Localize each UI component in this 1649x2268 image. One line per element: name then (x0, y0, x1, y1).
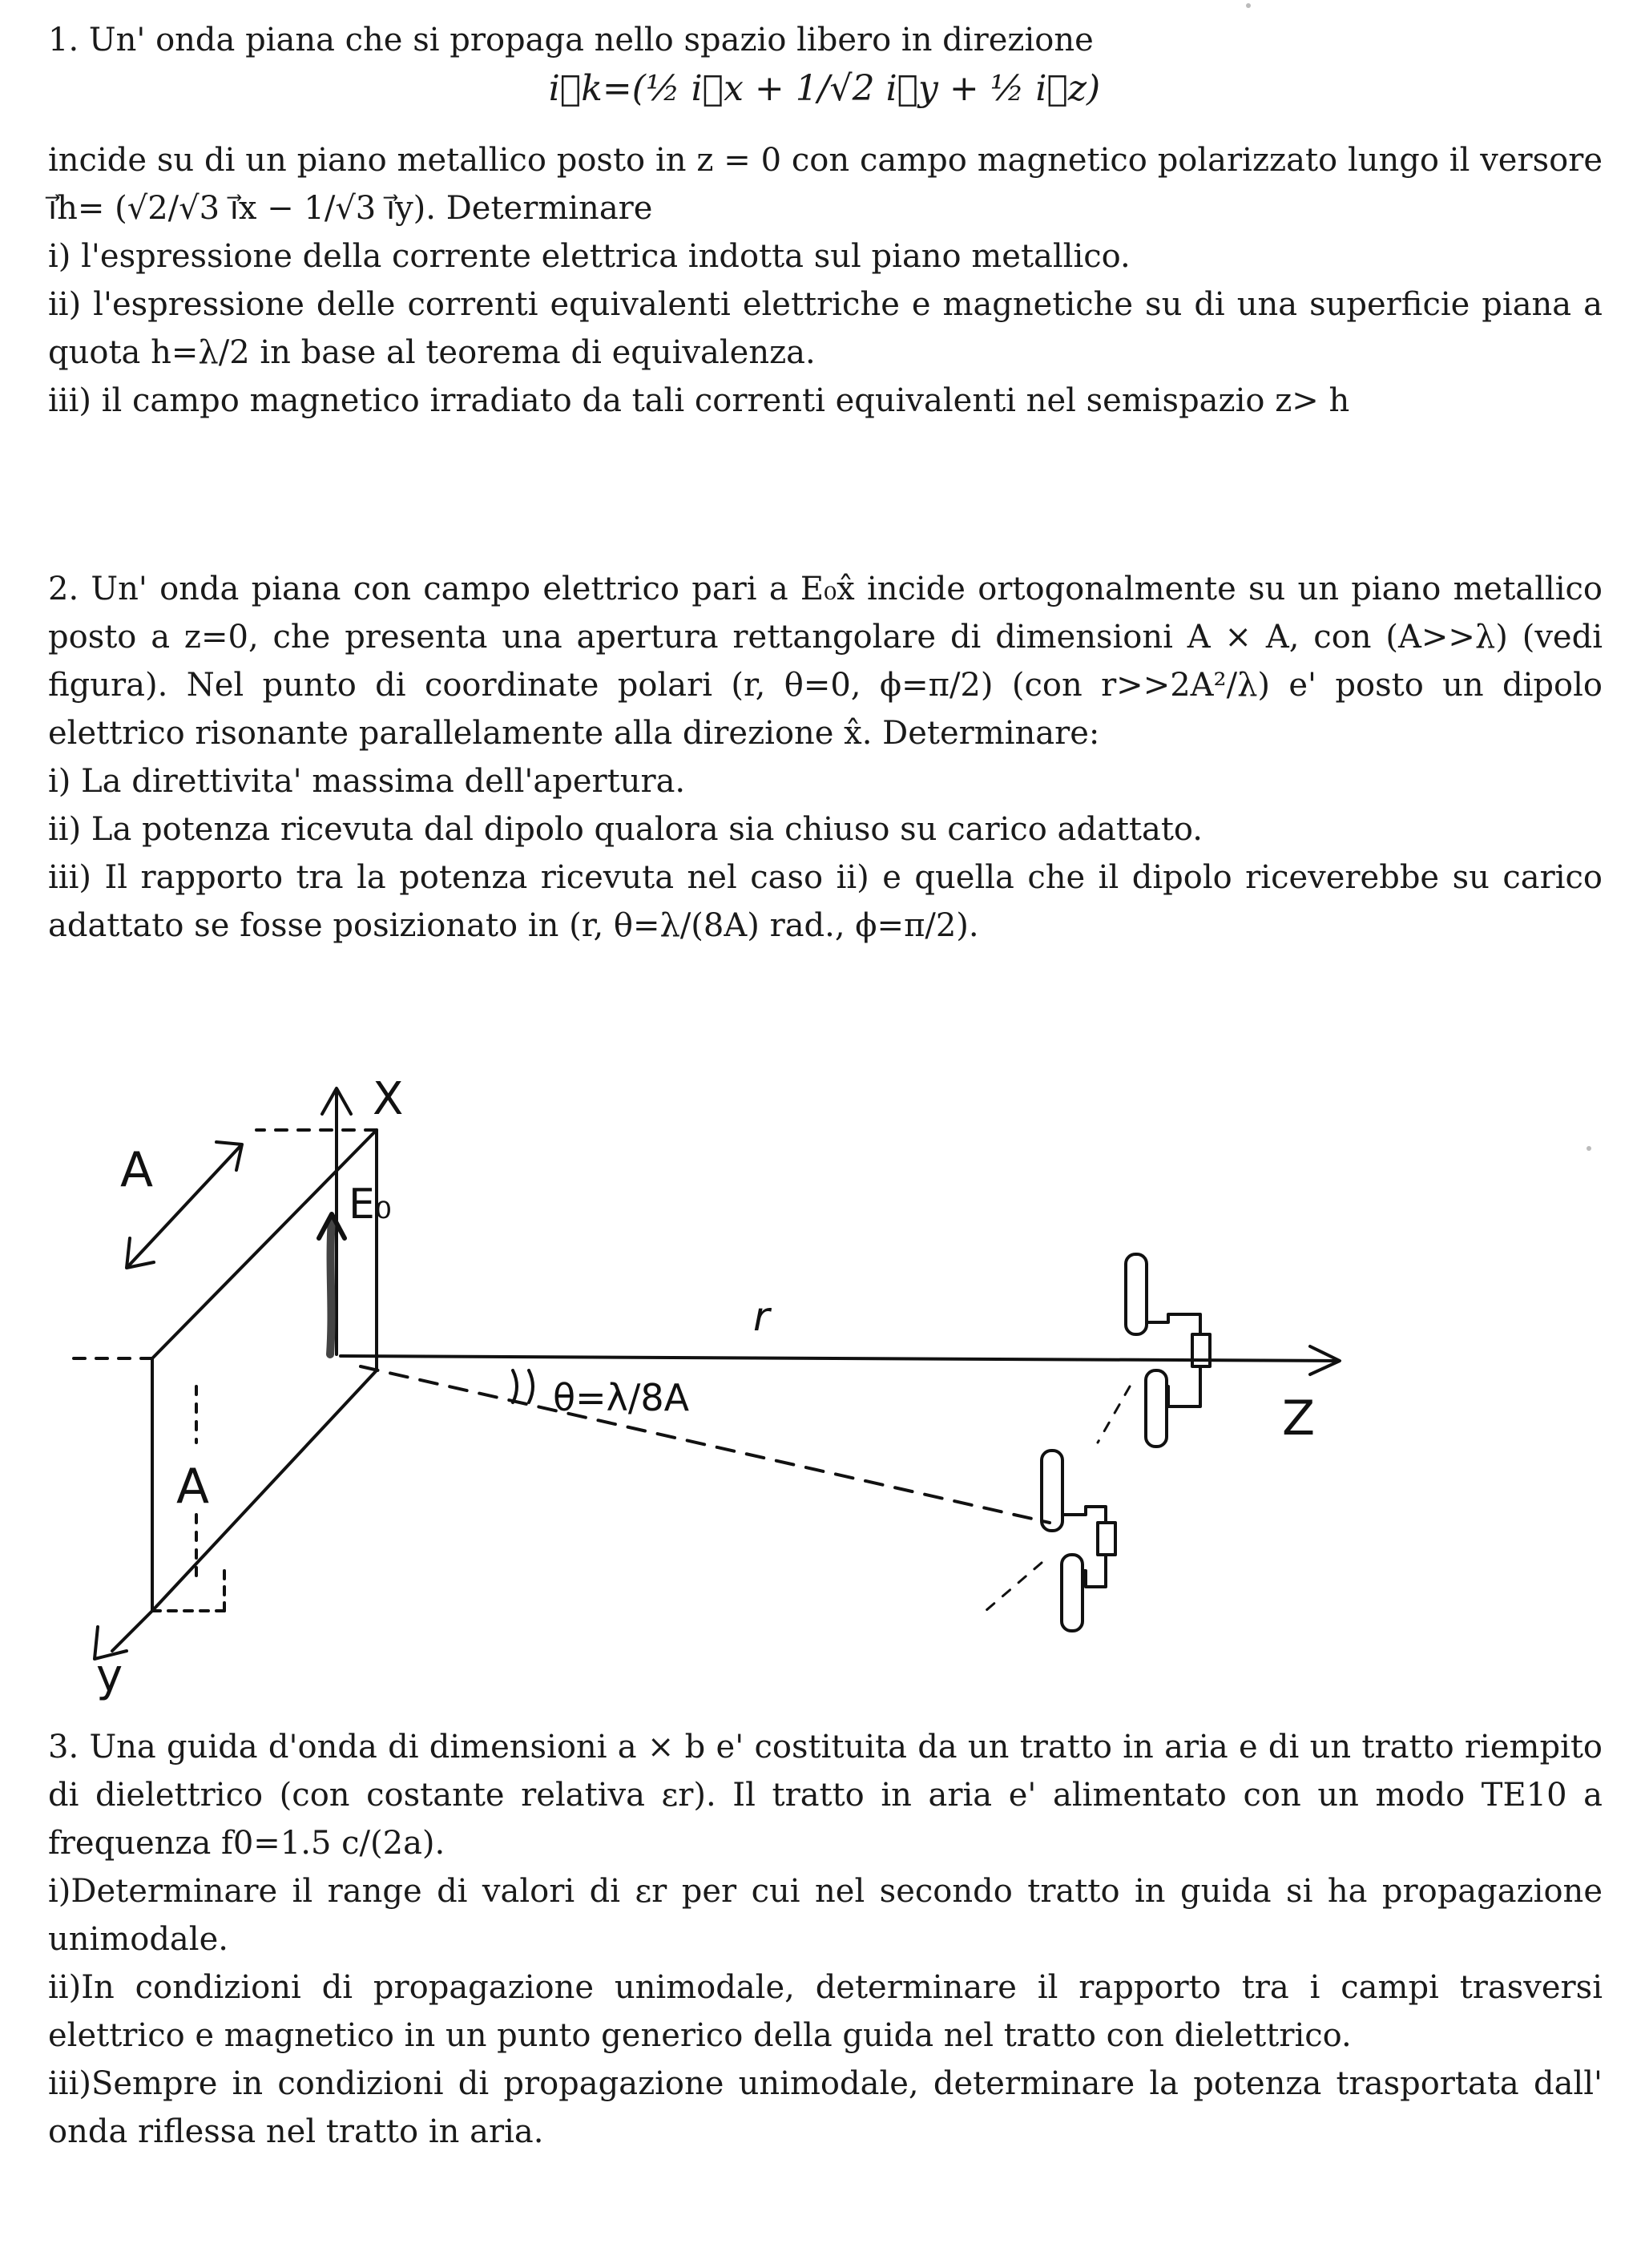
problem-1-item-iii: iii) il campo magnetico irradiato da tali correnti equivalenti nel semispazio z> h (48, 382, 1350, 419)
problem-2 (48, 565, 1603, 950)
problem-2-statement: 2. Un' onda piana con campo elettrico pari a E₀x̂ incide ortogonalmente su un piano metallico posto a z=0, che presenta una apertura rettangolare di dimensioni A × A, con (A>>λ) (vedi figura). Nel punto di coordinate polari (r, θ=0, ϕ=π/2) (con r>>2A²/λ) e' posto un dipolo elettrico risonante parallelamente alla direzione x̂. Determinare: (48, 571, 1603, 752)
problem-3 (48, 1723, 1603, 2156)
theta-angle-arc-1 (513, 1370, 517, 1402)
dimension-a-top-label: A (120, 1142, 154, 1198)
dipole-on-axis (1098, 1254, 1210, 1447)
z-axis-label: Z (1282, 1390, 1316, 1447)
plate-top-edge (152, 1130, 377, 1358)
problem-3-item-ii: ii)In condizioni di propagazione unimodale, determinare il rapporto tra i campi trasversi elettrico e magnetico in un punto generico della guida nel tratto con dielettrico. (48, 1969, 1603, 2054)
problem-3-item-iii: iii)Sempre in condizioni di propagazione unimodale, determinare la potenza trasportata dall' onda riflessa nel tratto in aria. (48, 2065, 1603, 2150)
x-axis-label: X (373, 1073, 404, 1125)
distance-r-label: r (753, 1293, 770, 1340)
e0-label: E₀ (349, 1180, 392, 1229)
problem-1-body (48, 136, 1603, 425)
y-axis-line (112, 1611, 152, 1651)
theta-label: θ=λ/8A (553, 1376, 690, 1419)
dipole-off-axis (986, 1451, 1115, 1631)
theta-angle-arc-2 (529, 1370, 533, 1402)
problem-1-statement: incide su di un piano metallico posto in z = 0 con campo magnetico polarizzato lungo il versore i⃗h= (√2/√3 i⃗x − 1/√3 i⃗y). Determinare (48, 142, 1603, 227)
y-axis-label: y (96, 1650, 123, 1702)
z-axis-line (341, 1356, 1338, 1361)
problem-3-statement: 3. Una guida d'onda di dimensioni a × b e' costituita da un tratto in aria e di un tratto riempito di dielettrico (con costante relativa εr). Il tratto in aria e' alimentato con un modo TE10 a frequenza f0=1.5 c/(2a). (48, 1729, 1603, 1862)
dimension-a-side-label: A (176, 1459, 210, 1515)
problem-1-wave-direction-formula: i⃗k=(½ i⃗x + 1/√2 i⃗y + ½ i⃗z) (548, 68, 1101, 109)
problem-1-item-i: i) l'espressione della corrente elettrica indotta sul piano metallico. (48, 238, 1131, 275)
problem-3-item-i: i)Determinare il range di valori di εr per cui nel secondo tratto in guida si ha propagazione unimodale. (48, 1873, 1603, 1958)
theta-direction-dashed-line (361, 1366, 1050, 1523)
problem-2-item-ii: ii) La potenza ricevuta dal dipolo qualora sia chiuso su carico adattato. (48, 811, 1203, 848)
problem-1-intro: 1. Un' onda piana che si propaga nello spazio libero in direzione (48, 22, 1094, 59)
e0-field-arrow (330, 1218, 332, 1354)
scan-speck (1587, 1146, 1591, 1151)
scan-speck (1246, 3, 1251, 8)
problem-2-item-iii: iii) Il rapporto tra la potenza ricevuta nel caso ii) e quella che il dipolo riceverebbe su carico adattato se fosse posizionato in (r, θ=λ/(8A) rad., ϕ=π/2). (48, 859, 1603, 944)
problem-2-item-i: i) La direttivita' massima dell'apertura. (48, 763, 686, 800)
problem-1-item-ii: ii) l'espressione delle correnti equivalenti elettriche e magnetiche su di una superficie piana a quota h=λ/2 in base al teorema di equivalenza. (48, 286, 1603, 371)
aperture-dipole-figure (64, 1066, 1394, 1702)
